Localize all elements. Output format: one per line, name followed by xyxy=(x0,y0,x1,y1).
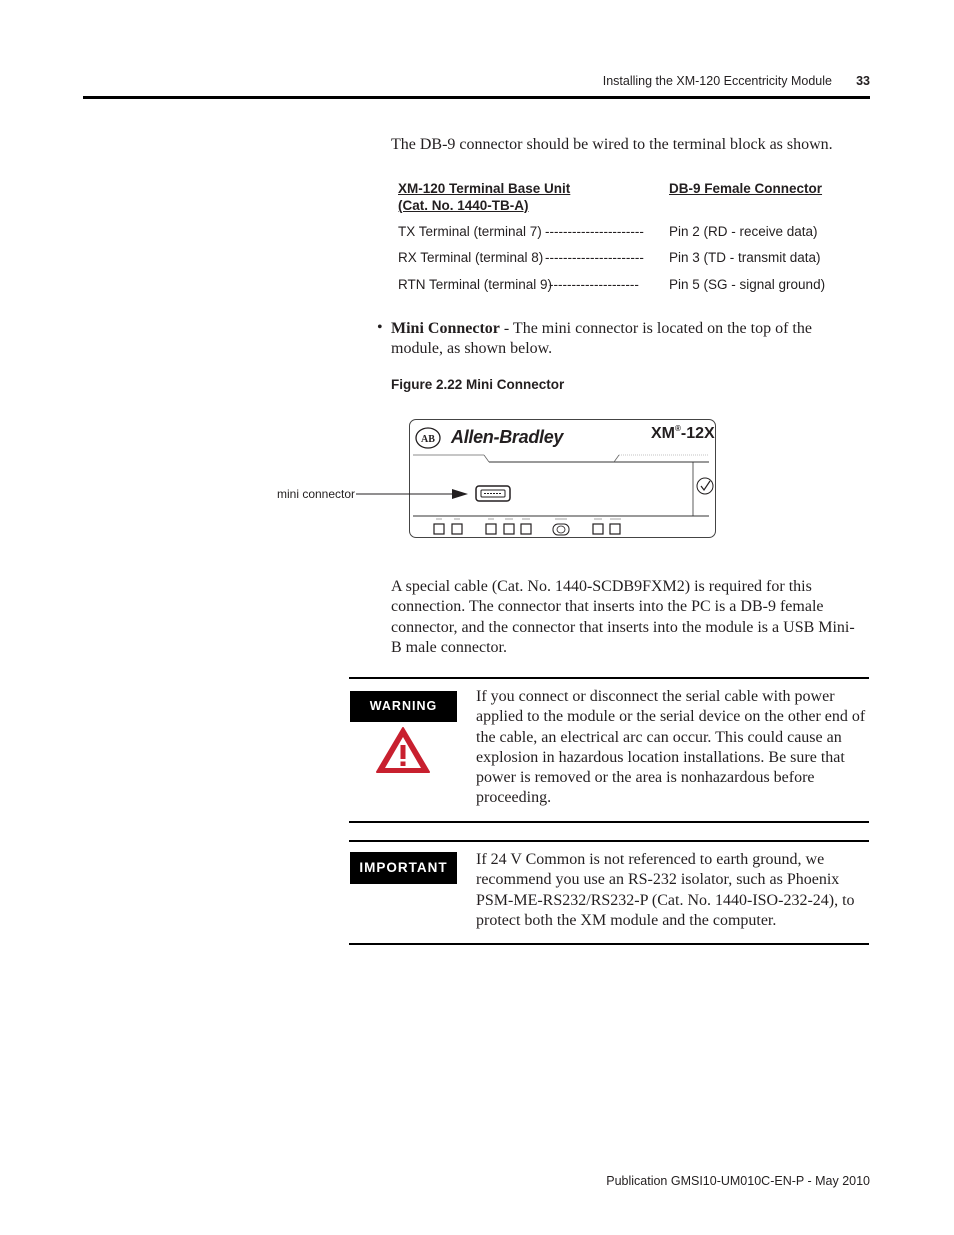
footer-publication: Publication GMSI10-UM010C-EN-P - May 2010 xyxy=(606,1174,870,1188)
warning-text: If you connect or disconnect the serial cable with power applied to the module or the serial device on the other end of the cable, an electrical arc can occur. This could cause an explosion in hazardous location installations. Be sure that power is removed or the area is nonhazardous before proceeding. xyxy=(476,688,866,807)
intro-paragraph: The DB-9 connector should be wired to the terminal block as shown. xyxy=(391,136,833,153)
important-text: If 24 V Common is not referenced to earth ground, we recommend you use an RS-232 isolator, such as Phoenix PSM-ME-RS232/RS232-P (Cat. No. 1440-ISO-232-24), to protect both the XM module and the computer. xyxy=(476,851,855,929)
warning-triangle-icon xyxy=(374,725,432,775)
warning-bottom-rule xyxy=(349,821,869,823)
mini-connector-paragraph xyxy=(391,319,861,360)
important-bottom-rule xyxy=(349,943,869,945)
mini-connector-term: Mini Connector xyxy=(391,320,500,337)
page-number: 33 xyxy=(856,74,870,88)
table-cell-terminal: RTN Terminal (terminal 9) xyxy=(398,277,553,292)
check-circle-icon xyxy=(697,478,713,494)
model-label: XM®-12X xyxy=(651,424,715,442)
header-title: Installing the XM-120 Eccentricity Module xyxy=(602,74,832,88)
status-indicators xyxy=(434,524,620,534)
callout-arrow-icon xyxy=(354,486,470,502)
header-rule xyxy=(83,96,870,99)
table-cell-dashes: ---------------------- xyxy=(545,250,644,265)
table-cell-pin: Pin 2 (RD - receive data) xyxy=(669,224,818,239)
mini-connector-description: - The mini connector is located on the top of the module, as shown below. xyxy=(391,320,812,358)
table-cell-dashes: ---------------------- xyxy=(545,224,644,239)
warning-label: WARNING xyxy=(350,691,457,722)
table-header-db9: DB-9 Female Connector xyxy=(669,181,823,196)
bullet: • xyxy=(377,319,383,336)
table-header-terminal-base: XM-120 Terminal Base Unit (Cat. No. 1440-TB-A) xyxy=(398,181,571,213)
table-cell-terminal: TX Terminal (terminal 7) xyxy=(398,224,542,239)
cable-paragraph: A special cable (Cat. No. 1440-SCDB9FXM2) is required for this connection. The connector that inserts into the PC is a DB-9 female connector, and the connector that inserts into the module is a USB Mini-B male connector. xyxy=(391,578,855,656)
table-cell-pin: Pin 5 (SG - signal ground) xyxy=(669,277,826,292)
table-cell-terminal: RX Terminal (terminal 8) xyxy=(398,250,544,265)
table-cell-dashes: -------------------- xyxy=(549,277,639,292)
important-label: IMPORTANT xyxy=(350,852,457,884)
important-top-rule xyxy=(349,840,869,842)
ab-logo-letters: AB xyxy=(421,434,435,445)
callout-label: mini connector xyxy=(277,487,356,501)
table-cell-pin: Pin 3 (TD - transmit data) xyxy=(669,250,821,265)
brand-name: Allen-Bradley xyxy=(451,427,564,447)
warning-top-rule xyxy=(349,677,869,679)
figure-caption: Figure 2.22 Mini Connector xyxy=(391,377,565,392)
